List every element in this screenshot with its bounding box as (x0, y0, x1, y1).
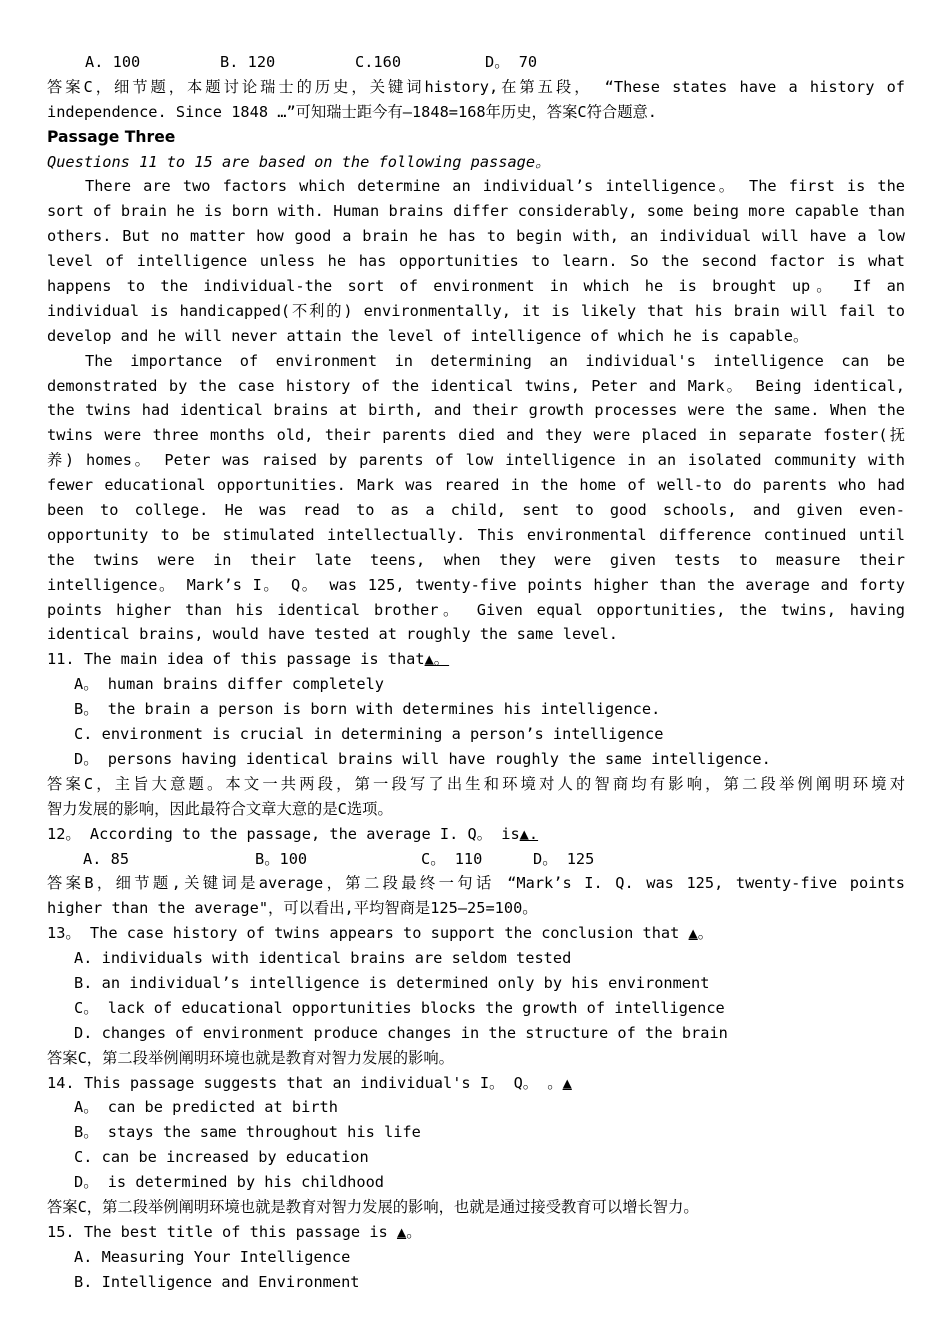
para2-line: 养) homes。 Peter was raised by parents of low intelligence in an isolated community with (47, 451, 905, 470)
q13-option-a: A. individuals with identical brains are seldom tested (74, 949, 572, 968)
para1-line: happens to the individual-the sort of environment in which he is brought up。 If an (47, 277, 905, 296)
para2-line: opportunity to be stimulated intellectually. This environmental difference continued until (47, 525, 905, 544)
passage-title: Passage Three (47, 127, 176, 146)
answer-blank-triangle: ▲ (396, 1222, 407, 1241)
question-12-stem: 12。 According to the passage, the average I. Q。 is▲. (47, 824, 539, 843)
q11-option-c: C. environment is crucial in determining a person’s intelligence (74, 725, 664, 744)
para2-line: identical brains, would have tested at roughly the same level. (47, 625, 618, 644)
q12-option-d: D。 125 (533, 849, 595, 868)
para1-line: individual is handicapped(不利的) environmentally, it is likely that his brain will fail to (47, 301, 905, 320)
q13-answer: 答案C，第二段举例阐明环境也就是教育对智力发展的影响。 (47, 1048, 454, 1067)
q11-answer-line: 智力发展的影响，因此最符合文章大意的是C选项。 (47, 799, 393, 818)
q12-option-c: C。 110 (421, 849, 483, 868)
q11-option-d: D。 persons having identical brains will have roughly the same intelligence. (74, 749, 771, 768)
para1-line: level of intelligence unless he has opportunities to learn. So the second factor is what (47, 252, 905, 271)
para1-line: sort of brain he is born with. Human brains differ considerably, some being more capable than (47, 202, 905, 221)
answer-blank-triangle: ▲ (688, 924, 698, 943)
q10-options (47, 50, 905, 75)
q12-option-b: B。100 (255, 849, 308, 868)
q10-option-d: D。 70 (485, 53, 538, 71)
question-13-stem: 13。 The case history of twins appears to support the conclusion that ▲。 (47, 924, 714, 943)
q15-option-b: B. Intelligence and Environment (74, 1272, 360, 1291)
q12-options (47, 847, 905, 872)
q15-option-a: A. Measuring Your Intelligence (74, 1247, 351, 1266)
q11-option-b: B。 the brain a person is born with determines his intelligence. (74, 700, 661, 719)
q13-option-b: B. an individual’s intelligence is determined only by his environment (74, 973, 710, 992)
q13-option-c: C。 lack of educational opportunities blocks the growth of intelligence (74, 998, 725, 1017)
q14-option-d: D。 is determined by his childhood (74, 1173, 385, 1192)
para2-line: intelligence。 Mark’s I。 Q。 was 125, twenty-five points higher than the average and forty (47, 575, 905, 594)
para1-line: others. But no matter how good a brain he has to begin with, an individual will have a low (47, 227, 905, 246)
q12-option-a: A. 85 (83, 849, 130, 868)
q14-answer: 答案C，第二段举例阐明环境也就是教育对智力发展的影响，也就是通过接受教育可以增长智力。 (47, 1197, 699, 1216)
para2-line: the twins had identical brains at birth, and their growth processes were the same. When the (47, 401, 905, 420)
q12-answer-line: higher than the average"，可以看出,平均智商是125—25=100。 (47, 899, 538, 918)
para2-line: the twins were in their late teens, when they were given tests to measure their (47, 550, 905, 569)
para2-line: fewer educational opportunities. Mark was reared in the home of well-to do parents who had (47, 476, 905, 495)
para1-line: develop and he will never attain the level of intelligence of which he is capable。 (47, 326, 809, 345)
para2-line: been to college. He was read to as a child, sent to good schools, and given even- (47, 501, 905, 520)
q11-option-a: A。 human brains differ completely (74, 675, 385, 694)
answer-blank-triangle: ▲ (562, 1073, 572, 1092)
para1-line: There are two factors which determine an individual’s intelligence。 The first is the (85, 177, 905, 196)
q10-answer-line: independence. Since 1848 …”可知瑞士距今有—1848=168年历史，答案C符合题意. (47, 102, 658, 121)
answer-blank-triangle: ▲. (519, 824, 539, 843)
q10-option-a: A. 100 (85, 53, 141, 71)
q10-option-c: C.160 (355, 53, 402, 71)
para2-line: demonstrated by the case history of the identical twins, Peter and Mark。 Being identical, (47, 376, 905, 395)
q10-option-b: B. 120 (220, 53, 276, 71)
q14-option-b: B。 stays the same throughout his life (74, 1123, 421, 1142)
document-page (47, 50, 905, 1295)
para2-line: twins were three months old, their parents died and they were placed in separate foster(抚 (47, 426, 905, 445)
question-15-stem: 15. The best title of this passage is ▲。 (47, 1222, 422, 1241)
q11-answer-line: 答案C，主旨大意题。本文一共两段，第一段写了出生和环境对人的智商均有影响，第二段举例阐明环境对 (47, 774, 905, 793)
question-14-stem: 14. This passage suggests that an individual's I。 Q。 。▲ (47, 1073, 572, 1092)
question-11-stem: 11. The main idea of this passage is that▲。 (47, 650, 450, 669)
answer-blank-triangle: ▲。 (424, 650, 450, 669)
para2-line: The importance of environment in determining an individual's intelligence can be (85, 351, 905, 370)
q13-option-d: D. changes of environment produce changes in the structure of the brain (74, 1023, 728, 1042)
passage-intro: Questions 11 to 15 are based on the following passage。 (47, 152, 551, 171)
q14-option-c: C. can be increased by education (74, 1148, 369, 1167)
q14-option-a: A。 can be predicted at birth (74, 1098, 338, 1117)
para2-line: points higher than his identical brother。 Given equal opportunities, the twins, having (47, 600, 905, 619)
q10-answer-line: 答案C，细节题，本题讨论瑞士的历史，关键词history,在第五段， “These states have a history of (47, 77, 905, 96)
q12-answer-line: 答案B，细节题,关键词是average，第二段最终一句话 “Mark’s I. Q. was 125, twenty-five points (47, 874, 905, 893)
